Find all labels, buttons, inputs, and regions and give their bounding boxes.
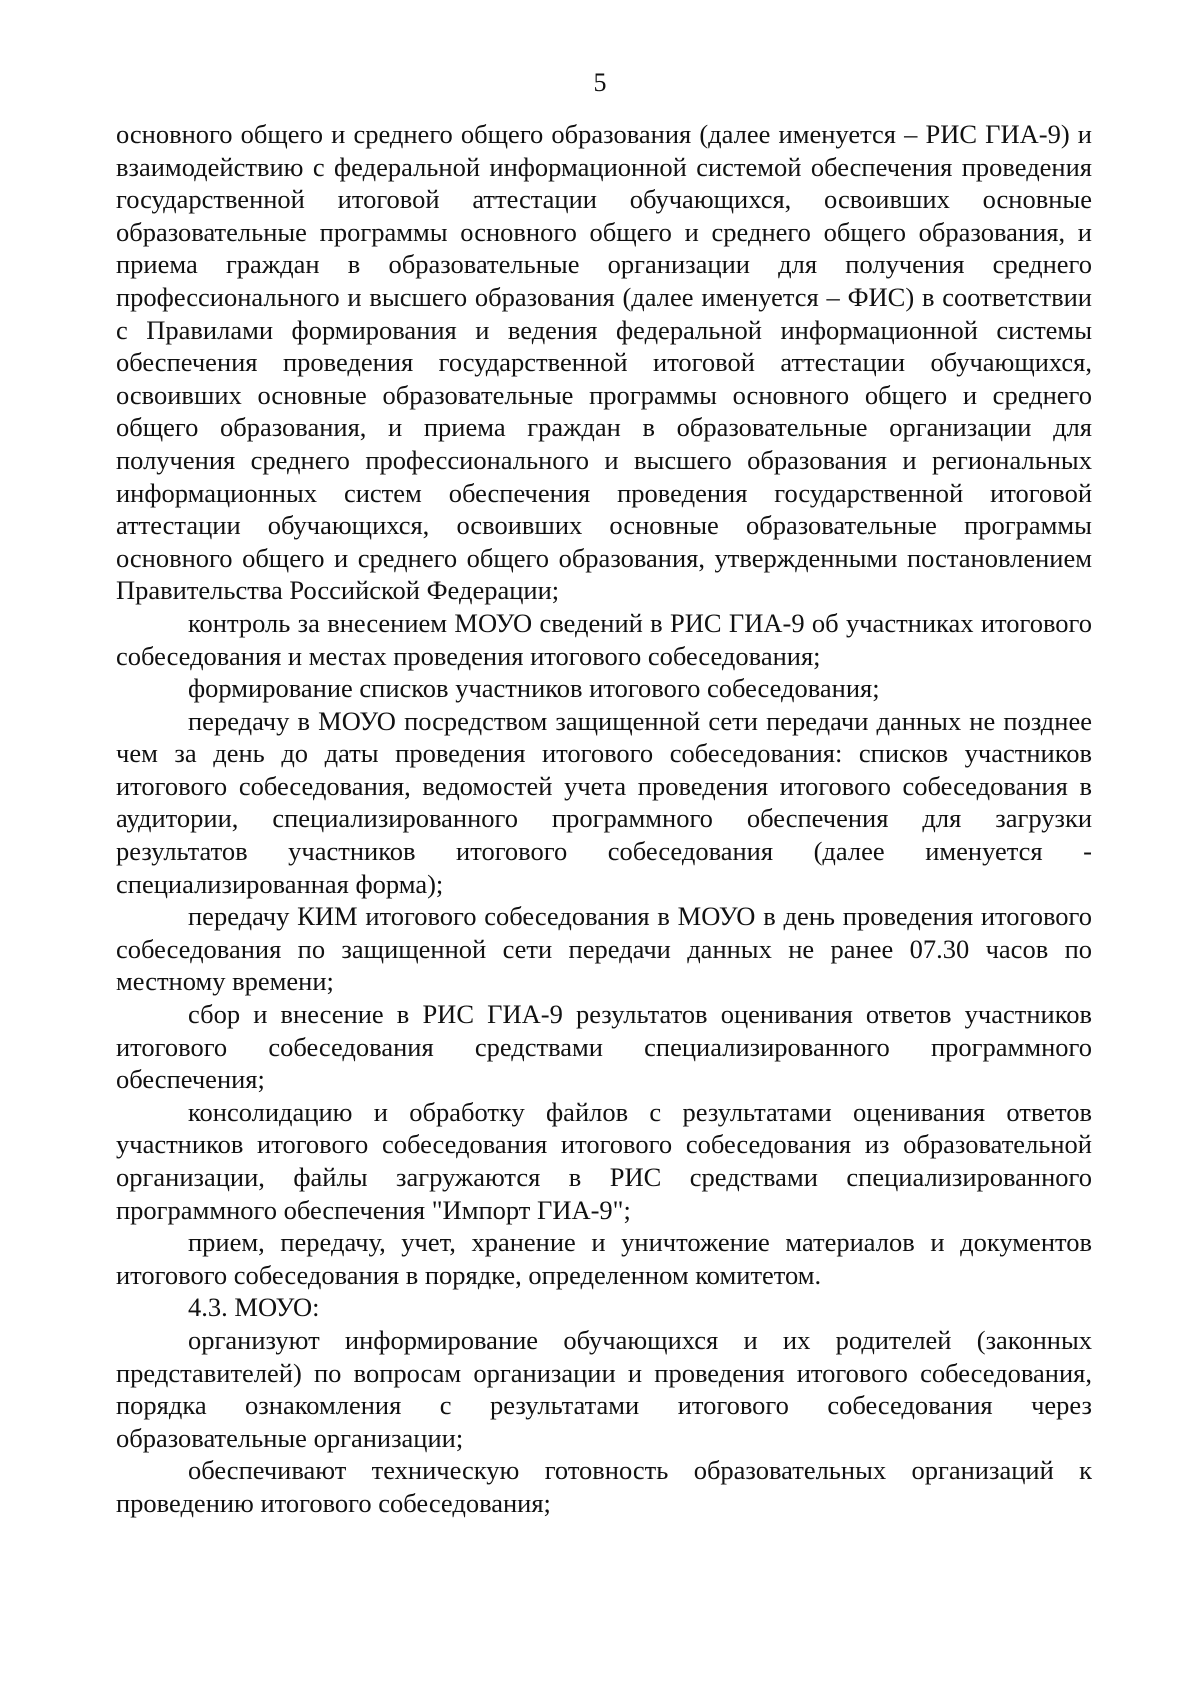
section-heading: 4.3. МОУО: [188,1292,320,1323]
paragraph: основного общего и среднего общего образования (далее именуется – РИС ГИА-9) и взаимодействию с федеральной информационной системой обеспечения проведения государственной итоговой аттестации обучающихся, освоивших основные образовательные программы основного общего и среднего общего образования, и приема граждан в образовательные организации для получения среднего профессионального и высшего образования (далее именуется – ФИС) в соответствии с Правилами формирования и ведения федеральной информационной системы обеспечения проведения государственной итоговой аттестации обучающихся, освоивших основные образовательные программы основного общего и среднего общего образования, и приема граждан в образовательные организации для получения среднего профессионального и высшего образования и региональных информационных систем обеспечения проведения государственной итоговой аттестации обучающихся, освоивших основные образовательные программы основного общего и среднего общего образования, утвержденными постановлением Правительства Российской Федерации; [116,119,1092,606]
document-body [116,118,1092,1520]
paragraph: сбор и внесение в РИС ГИА-9 результатов оценивания ответов участников итогового собеседования средствами специализированного программного обеспечения; [116,999,1092,1095]
paragraph: контроль за внесением МОУО сведений в РИС ГИА-9 об участниках итогового собеседования и местах проведения итогового собеседования; [116,607,1092,671]
paragraph: организуют информирование обучающихся и их родителей (законных представителей) по вопросам организации и проведения итогового собеседования, порядка ознакомления с результатами итогового собеседования через образовательные организации; [116,1324,1092,1453]
paragraph: прием, передачу, учет, хранение и уничтожение материалов и документов итогового собеседования в порядке, определенном комитетом. [116,1227,1092,1290]
paragraph: передачу в МОУО посредством защищенной сети передачи данных не позднее чем за день до даты проведения итогового собеседования: списков участников итогового собеседования, ведомостей учета проведения итогового собеседования в аудитории, специализированного программного обеспечения для загрузки результатов участников итогового собеседования (далее именуется - специализированная форма); [116,705,1092,899]
paragraph: передачу КИМ итогового собеседования в МОУО в день проведения итогового собеседования по защищенной сети передачи данных не ранее 07.30 часов по местному времени; [116,901,1092,997]
page-number: 5 [593,68,607,97]
paragraph: обеспечивают техническую готовность образовательных организаций к проведению итогового собеседования; [116,1455,1092,1518]
paragraph: формирование списков участников итогового собеседования; [188,673,880,704]
paragraph: консолидацию и обработку файлов с результатами оценивания ответов участников итогового собеседования итогового собеседования из образовательной организации, файлы загружаются в РИС средствами специализированного программного обеспечения "Импорт ГИА-9"; [116,1096,1092,1225]
